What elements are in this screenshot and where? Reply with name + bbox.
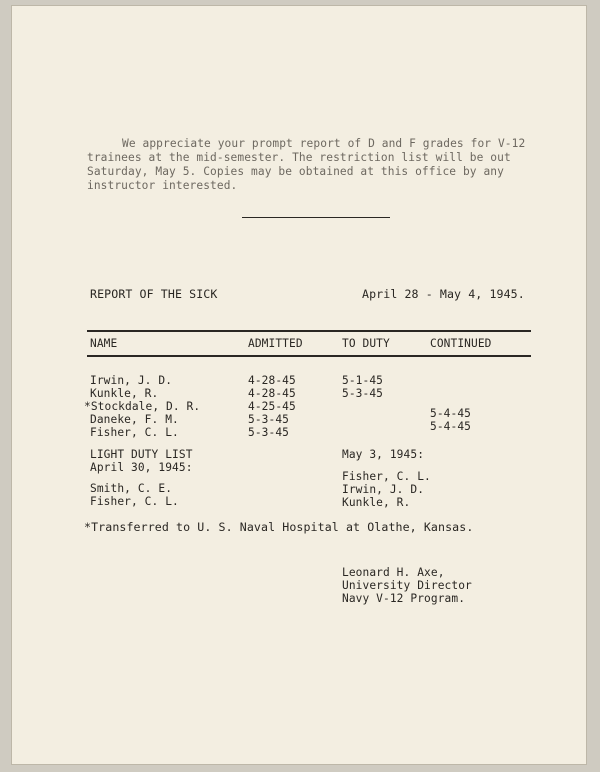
footnote: *Transferred to U. S. Naval Hospital at Olathe, Kansas. (84, 520, 474, 534)
row-4-admitted: 5-3-45 (248, 413, 290, 426)
row-4-continued: 5-4-45 (430, 407, 472, 420)
signature-line-2: University Director (342, 579, 472, 592)
row-1-admitted: 4-28-45 (248, 374, 296, 387)
intro-line-4: instructor interested. (87, 179, 238, 192)
intro-line-3: Saturday, May 5. Copies may be obtained at this office by any (87, 165, 504, 178)
signature-line-3: Navy V-12 Program. (342, 592, 466, 605)
signature-line-1: Leonard H. Axe, (342, 566, 445, 579)
light-duty-left-name-1: Smith, C. E. (90, 482, 173, 495)
table-header-rule (87, 355, 531, 357)
row-1-to-duty: 5-1-45 (342, 374, 384, 387)
row-3-name: *Stockdale, D. R. (84, 400, 201, 413)
row-1-name: Irwin, J. D. (90, 374, 173, 387)
report-title: REPORT OF THE SICK (90, 287, 218, 301)
header-to-duty: TO DUTY (342, 337, 390, 350)
row-2-to-duty: 5-3-45 (342, 387, 384, 400)
header-admitted: ADMITTED (248, 337, 303, 350)
light-duty-right-name-1: Fisher, C. L. (342, 470, 431, 483)
row-2-admitted: 4-28-45 (248, 387, 296, 400)
row-2-name: Kunkle, R. (90, 387, 159, 400)
report-date-range: April 28 - May 4, 1945. (362, 287, 525, 301)
light-duty-date-left: April 30, 1945: (90, 461, 193, 474)
row-5-name: Fisher, C. L. (90, 426, 179, 439)
intro-line-1: We appreciate your prompt report of D and F grades for V-12 (122, 137, 526, 150)
table-top-rule (87, 330, 531, 332)
light-duty-left-name-2: Fisher, C. L. (90, 495, 179, 508)
separator-rule (242, 217, 390, 218)
intro-line-2: trainees at the mid-semester. The restriction list will be out (87, 151, 511, 164)
row-4-name: Daneke, F. M. (90, 413, 179, 426)
row-3-admitted: 4-25-45 (248, 400, 296, 413)
light-duty-date-right: May 3, 1945: (342, 448, 425, 461)
row-5-continued: 5-4-45 (430, 420, 472, 433)
light-duty-right-name-3: Kunkle, R. (342, 496, 411, 509)
header-name: NAME (90, 337, 118, 350)
document-page (12, 6, 586, 764)
header-continued: CONTINUED (430, 337, 492, 350)
light-duty-title: LIGHT DUTY LIST (90, 448, 193, 461)
light-duty-right-name-2: Irwin, J. D. (342, 483, 425, 496)
row-5-admitted: 5-3-45 (248, 426, 290, 439)
